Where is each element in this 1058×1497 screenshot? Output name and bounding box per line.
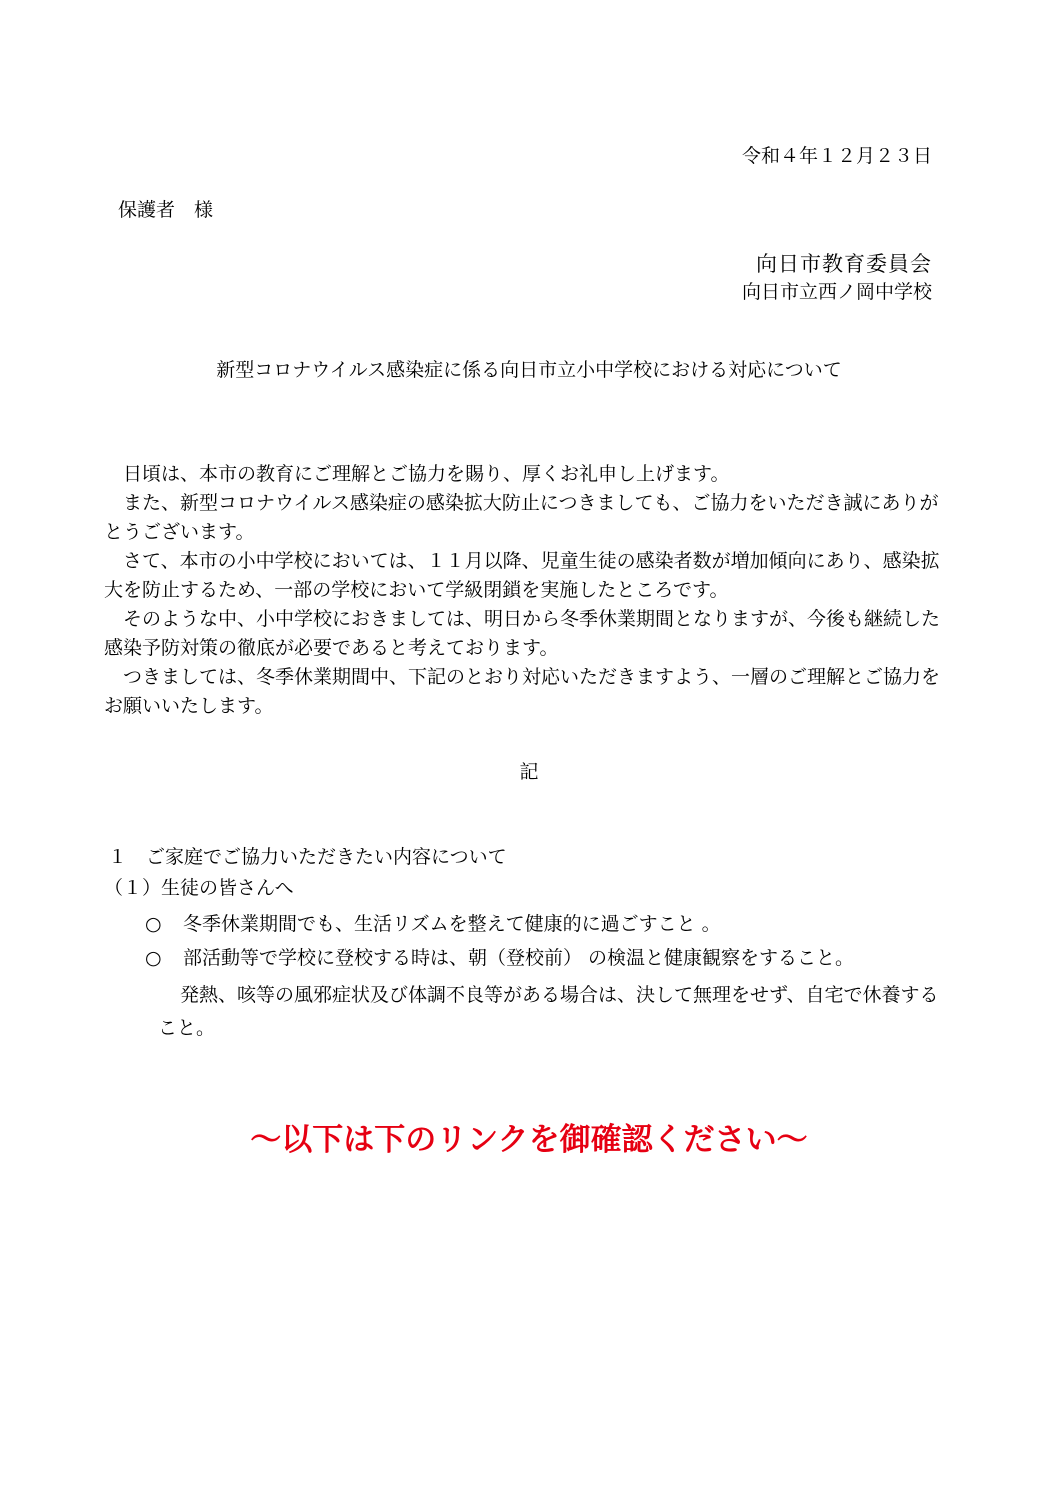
body-paragraph-1: 日頃は、本市の教育にご理解とご協力を賜り、厚くお礼申し上げます。 — [123, 463, 730, 485]
body-paragraph-3: さて、本市の小中学校においては、１１月以降、児童生徒の感染者数が増加傾向にあり、感染拡大を防止するため、一部の学校において学級閉鎖を実施したところです。 — [104, 550, 940, 601]
document-title: 新型コロナウイルス感染症に係る向日市立小中学校における対応について — [216, 359, 842, 381]
addressee: 保護者 様 — [118, 199, 214, 221]
ki-heading: 記 — [519, 761, 539, 783]
sender-school: 向日市立西ノ岡中学校 — [741, 281, 932, 303]
list-item — [145, 946, 854, 970]
document-date: 令和４年１２月２３日 — [741, 145, 932, 167]
body-paragraph-4: そのような中、小中学校におきましては、明日から冬季休業期間となりますが、今後も継続した感染予防対策の徹底が必要であると考えております。 — [104, 608, 941, 659]
body-paragraph-5: つきましては、冬季休業期間中、下記のとおり対応いただきますよう、一層のご理解とご協力をお願いいたします。 — [104, 666, 941, 717]
link-notice: ～以下は下のリンクを御確認ください～ — [250, 1122, 808, 1158]
list-item-text: 部活動等で学校に登校する時は、朝（登校前） の検温と健康観察をすること。 — [183, 947, 855, 969]
body-text — [104, 460, 944, 721]
section-1-subheading: （１）生徒の皆さんへ — [104, 877, 294, 899]
list-item — [145, 912, 721, 936]
section-1-heading: １ ご家庭でご協力いただきたい内容について — [108, 846, 507, 868]
body-paragraph-2: また、新型コロナウイルス感染症の感染拡大防止につきましても、ご協力をいただき誠にありがとうございます。 — [104, 492, 939, 543]
list-item-text: 冬季休業期間でも、生活リズムを整えて健康的に過ごすこと 。 — [183, 913, 721, 935]
sender-board-of-education: 向日市教育委員会 — [756, 252, 932, 276]
circle-bullet-icon: ○ — [145, 947, 162, 969]
list-item-note: 発熱、咳等の風邪症状及び体調不良等がある場合は、決して無理をせず、自宅で休養すること。 — [158, 984, 939, 1039]
circle-bullet-icon: ○ — [145, 913, 162, 935]
